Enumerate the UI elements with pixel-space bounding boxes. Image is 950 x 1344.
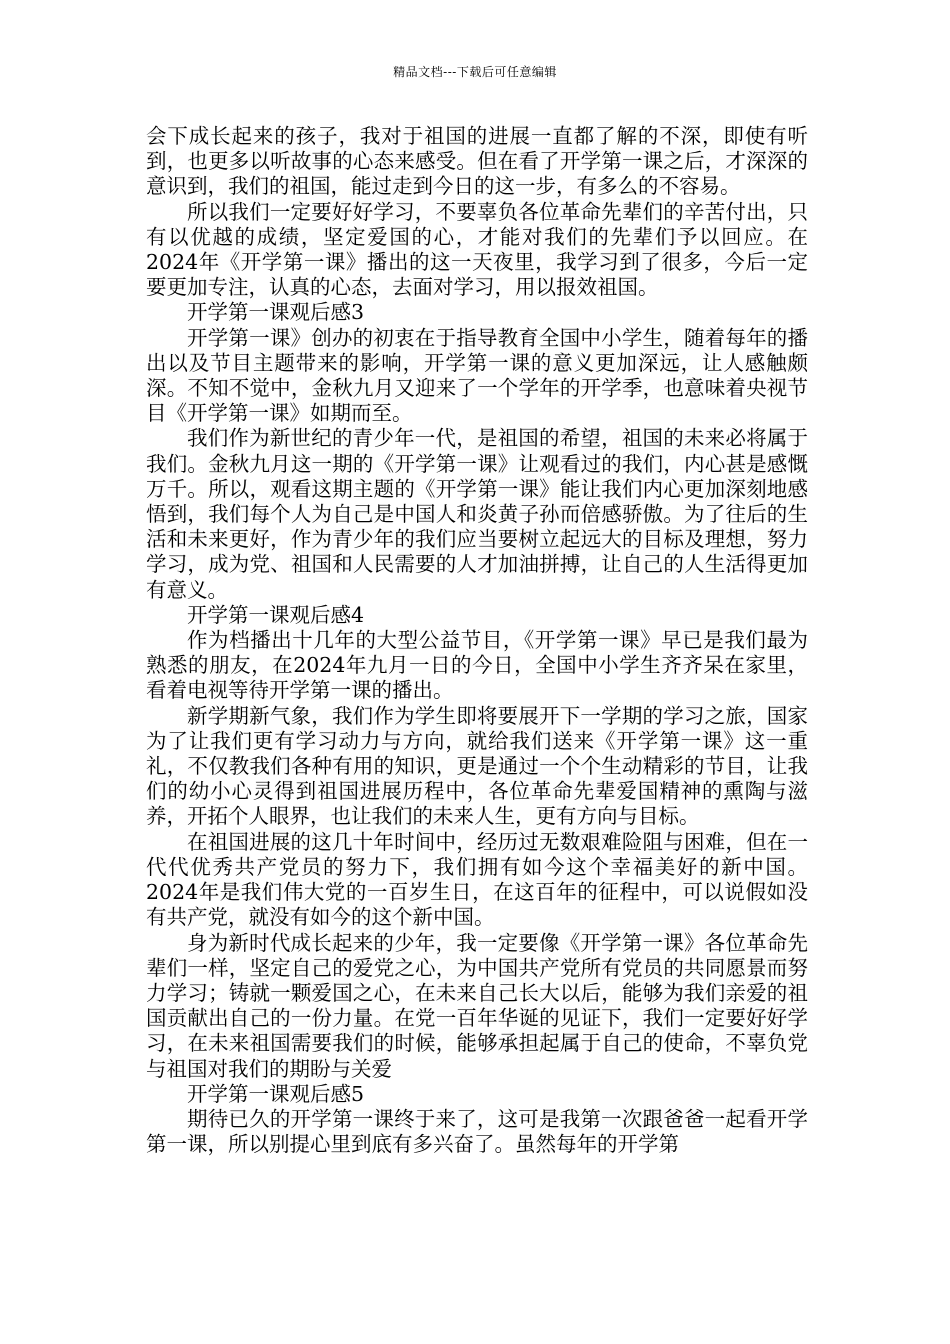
section-heading: 开学第一课观后感3: [187, 300, 365, 325]
paragraph: 会下成长起来的孩子，我对于祖国的进展一直都了解的不深，即使有听到，也更多以听故事的心态来感受。但在看了开学第一课之后，才深深的意识到，我们的祖国，能过走到今日的这一步，有多么的不容易。: [146, 124, 808, 199]
page-header: 精品文档---下载后可任意编辑: [393, 65, 557, 79]
document-body: [146, 124, 808, 1157]
paragraph: 期待已久的开学第一课终于来了，这可是我第一次跟爸爸一起看开学第一课，所以别提心里到底有多兴奋了。虽然每年的开学第: [146, 1106, 808, 1157]
paragraph: 作为档播出十几年的大型公益节目，《开学第一课》早已是我们最为熟悉的朋友，在2024年九月一日的今日，全国中小学生齐齐呆在家里，看着电视等待开学第一课的播出。: [146, 628, 808, 703]
section-heading: 开学第一课观后感4: [187, 602, 365, 627]
paragraph: 在祖国进展的这几十年时间中，经历过无数艰难险阻与困难，但在一代代优秀共产党员的努力下，我们拥有如今这个幸福美好的新中国。2024年是我们伟大党的一百岁生日，在这百年的征程中，可以说假如没有共产党，就没有如今的这个新中国。: [146, 829, 808, 930]
paragraph: 新学期新气象，我们作为学生即将要展开下一学期的学习之旅，国家为了让我们更有学习动力与方向，就给我们送来《开学第一课》这一重礼，不仅教我们各种有用的知识，更是通过一个个生动精彩的节目，让我们的幼小心灵得到祖国进展历程中，各位革命先辈爱国精神的熏陶与滋养，开拓个人眼界，也让我们的未来人生，更有方向与目标。: [146, 703, 808, 829]
paragraph: 开学第一课》创办的初衷在于指导教育全国中小学生，随着每年的播出以及节目主题带来的影响，开学第一课的意义更加深远，让人感触颇深。不知不觉中，金秋九月又迎来了一个学年的开学季，也意味着央视节目《开学第一课》如期而至。: [146, 325, 808, 426]
section-heading: 开学第一课观后感5: [187, 1081, 365, 1106]
paragraph: 我们作为新世纪的青少年一代，是祖国的希望，祖国的未来必将属于我们。金秋九月这一期的《开学第一课》让观看过的我们，内心甚是感慨万千。所以，观看这期主题的《开学第一课》能让我们内心更加深刻地感悟到，我们每个人为自己是中国人和炎黄子孙而倍感骄傲。为了往后的生活和未来更好，作为青少年的我们应当要树立起远大的目标及理想，努力学习，成为党、祖国和人民需要的人才加油拼搏，让自己的人生活得更加有意义。: [146, 426, 808, 602]
paragraph: 所以我们一定要好好学习，不要辜负各位革命先辈们的辛苦付出，只有以优越的成绩，坚定爱国的心，才能对我们的先辈们予以回应。在2024年《开学第一课》播出的这一天夜里，我学习到了很多，今后一定要更加专注，认真的心态，去面对学习，用以报效祖国。: [146, 199, 808, 300]
paragraph: 身为新时代成长起来的少年，我一定要像《开学第一课》各位革命先辈们一样，坚定自己的爱党之心，为中国共产党所有党员的共同愿景而努力学习；铸就一颗爱国之心，在未来自己长大以后，能够为我们亲爱的祖国贡献出自己的一份力量。在党一百年华诞的见证下，我们一定要好好学习，在未来祖国需要我们的时候，能够承担起属于自己的使命，不辜负党与祖国对我们的期盼与关爱: [146, 930, 808, 1081]
